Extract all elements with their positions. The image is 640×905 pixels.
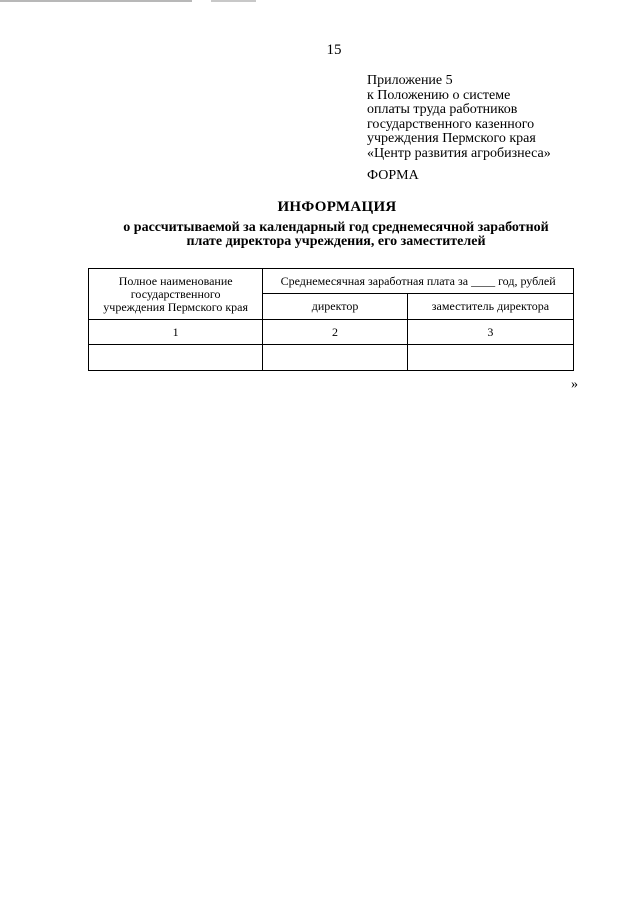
appendix-line: «Центр развития агробизнеса» [367, 145, 551, 161]
appendix-line: государственного казенного [367, 116, 535, 132]
header-deputy-director: заместитель директора [407, 294, 573, 320]
appendix-line: Приложение 5 [367, 73, 453, 88]
appendix-line: к Положению о системе [367, 87, 511, 103]
table-cell [89, 345, 263, 371]
table-number-row [89, 320, 574, 345]
header-name-line: учреждения Пермского края [103, 299, 248, 314]
document-subtitle [96, 221, 576, 248]
appendix-line: оплаты труда работников [367, 102, 518, 117]
subtitle-line: о рассчитываемой за календарный год среднемесячной заработной [123, 220, 549, 235]
header-institution-name [89, 269, 263, 320]
header-director: директор [263, 294, 408, 320]
table-cell [263, 345, 408, 371]
scan-artifact-line [0, 0, 320, 2]
page-number: 15 [326, 42, 342, 58]
column-number: 1 [89, 320, 263, 345]
document-title: ИНФОРМАЦИЯ [277, 199, 397, 215]
header-average-salary: Среднемесячная заработная плата за ____ год, рублей [263, 269, 574, 294]
column-number: 3 [407, 320, 573, 345]
closing-quote: » [571, 377, 578, 392]
header-name-line: Полное наименование [118, 273, 233, 288]
table-header-row [89, 269, 574, 294]
table-row [89, 345, 574, 371]
table-cell [407, 345, 573, 371]
header-name-line: государственного [130, 286, 221, 301]
appendix-block [367, 74, 551, 161]
appendix-line: учреждения Пермского края [367, 131, 536, 146]
salary-info-table [88, 268, 574, 371]
form-label: ФОРМА [367, 168, 419, 183]
column-number: 2 [263, 320, 408, 345]
subtitle-line: плате директора учреждения, его заместителей [186, 233, 486, 249]
